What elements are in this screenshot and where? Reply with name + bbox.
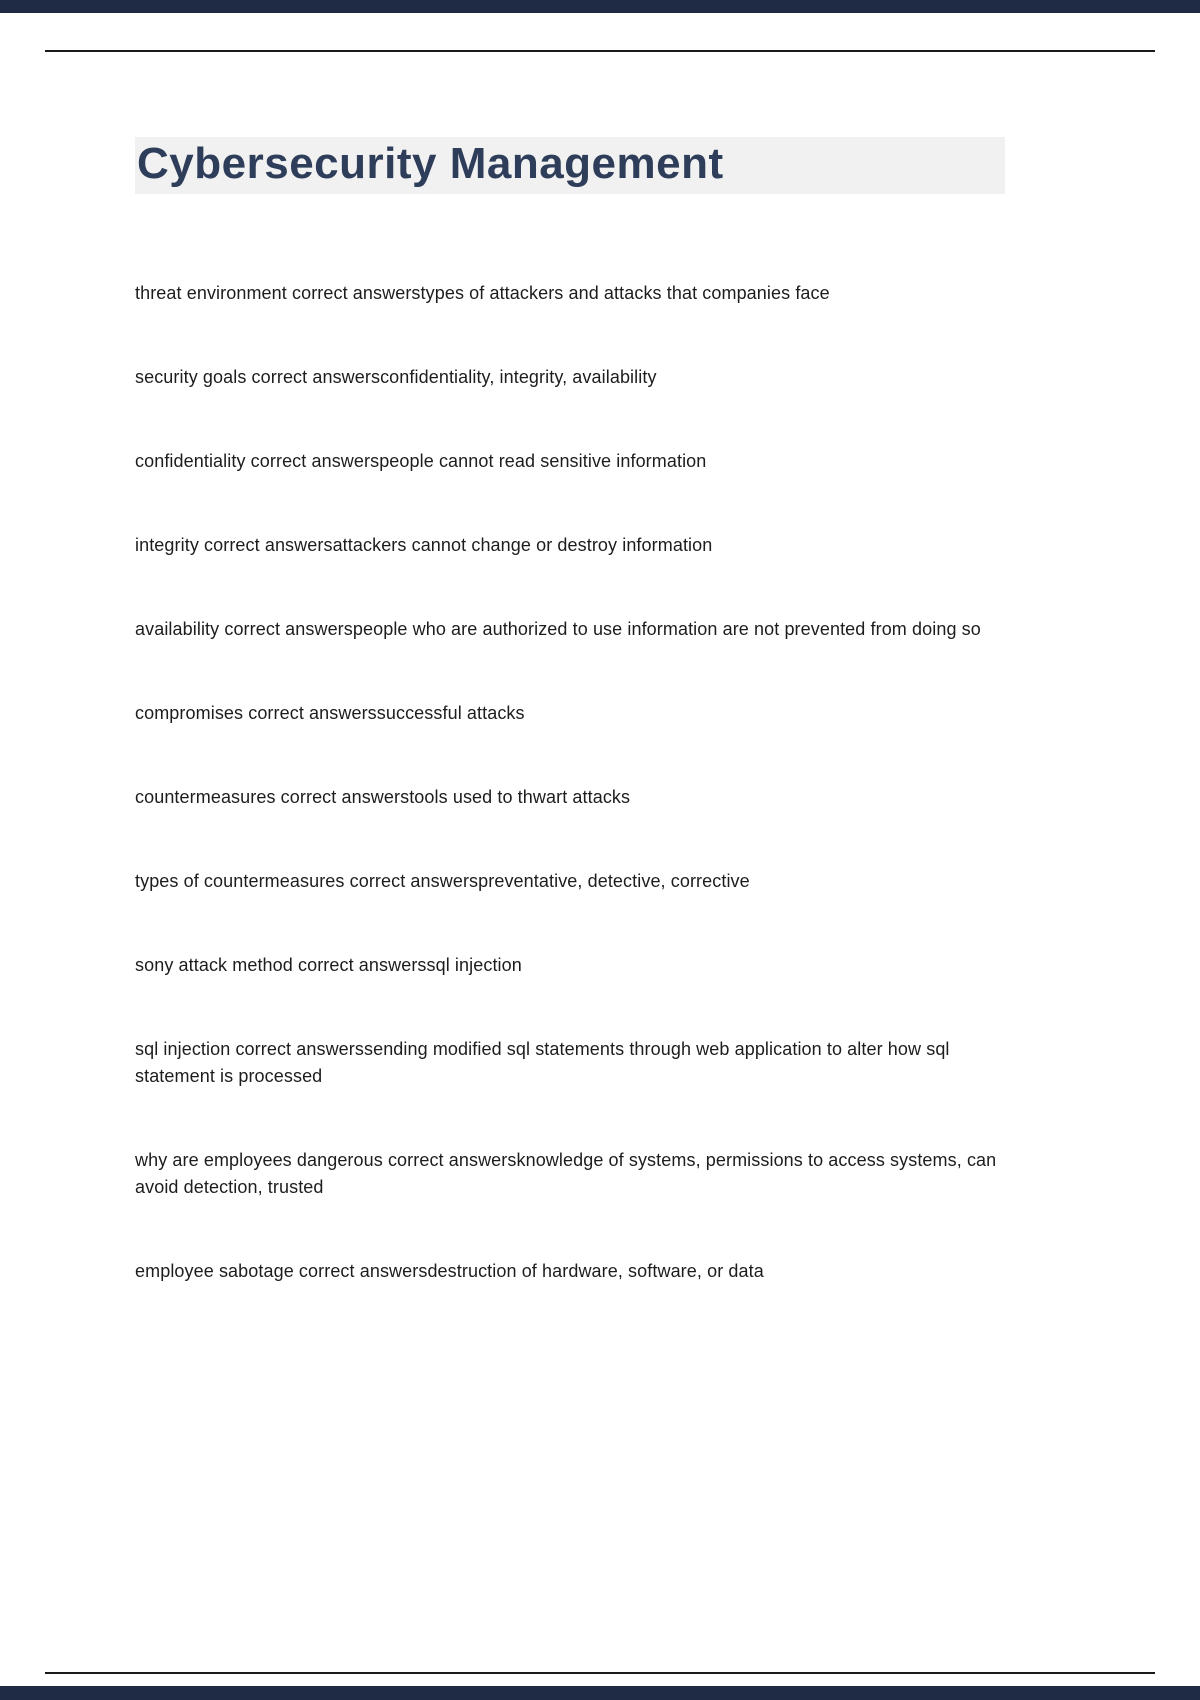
qa-item: threat environment correct answerstypes of attackers and attacks that companies face bbox=[135, 282, 830, 303]
qa-item: confidentiality correct answerspeople cannot read sensitive information bbox=[135, 450, 707, 471]
bottom-decorative-bar bbox=[0, 1686, 1200, 1700]
page-footer bbox=[0, 1672, 1200, 1700]
footer-rule bbox=[45, 1672, 1155, 1674]
qa-item: sql injection correct answerssending modified sql statements through web application to alter how sql statement is processed bbox=[135, 1038, 950, 1086]
qa-list bbox=[135, 280, 1005, 1285]
page-title: Cybersecurity Management bbox=[135, 137, 1005, 194]
qa-item: integrity correct answersattackers cannot change or destroy information bbox=[135, 534, 713, 555]
qa-item: sony attack method correct answerssql injection bbox=[135, 954, 522, 975]
top-decorative-bar bbox=[0, 0, 1200, 13]
qa-item: compromises correct answerssuccessful attacks bbox=[135, 702, 525, 723]
qa-item: types of countermeasures correct answerspreventative, detective, corrective bbox=[135, 870, 750, 891]
qa-item: why are employees dangerous correct answersknowledge of systems, permissions to access systems, can avoid detection, trusted bbox=[135, 1149, 997, 1197]
qa-item: security goals correct answersconfidentiality, integrity, availability bbox=[135, 366, 657, 387]
qa-item: employee sabotage correct answersdestruction of hardware, software, or data bbox=[135, 1260, 764, 1281]
page-content bbox=[0, 52, 1200, 1285]
qa-item: availability correct answerspeople who are authorized to use information are not prevented from doing so bbox=[135, 618, 981, 639]
qa-item: countermeasures correct answerstools used to thwart attacks bbox=[135, 786, 631, 807]
